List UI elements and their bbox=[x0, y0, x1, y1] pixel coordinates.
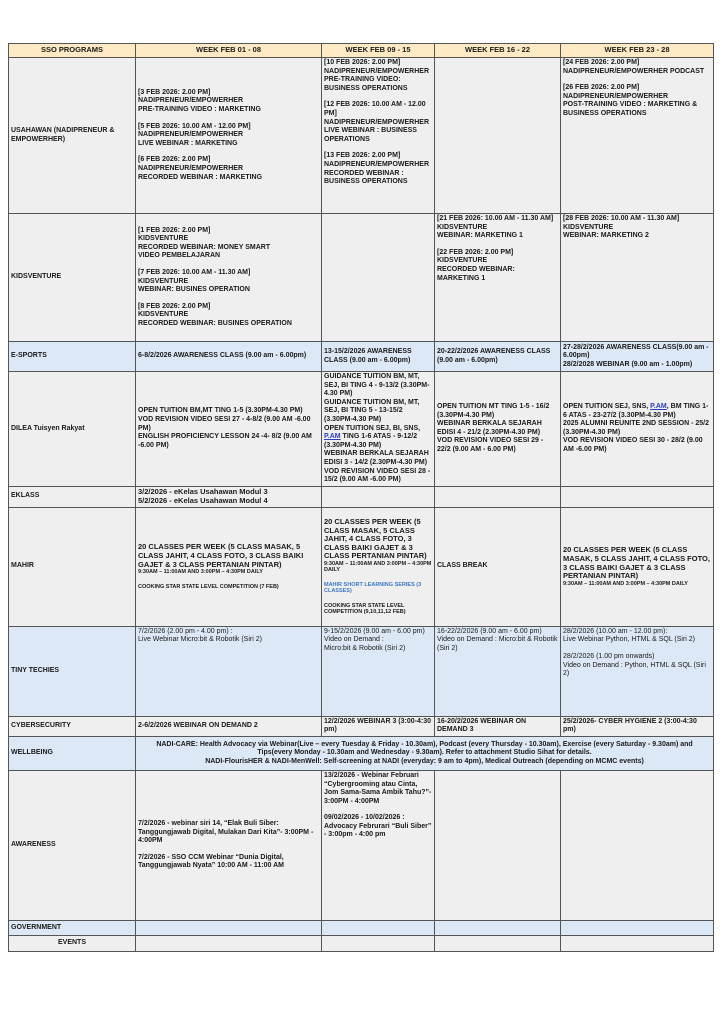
row-cybersecurity bbox=[9, 716, 714, 736]
program-eklass: EKLASS bbox=[9, 486, 136, 507]
eklass-week-2 bbox=[322, 486, 435, 507]
event-entry: [22 FEB 2026: 2.00 PM] KIDSVENTURE RECORDED WEBINAR: MARKETING 1 bbox=[437, 248, 515, 282]
mahir-classes: 20 CLASSES PER WEEK (5 CLASS MASAK, 5 CLASS JAHIT, 4 CLASS FOTO, 3 CLASS BAIKI GAJET & 3 CLASS PERTANIAN PINTAR) bbox=[563, 545, 710, 581]
mahir-week-3: CLASS BREAK bbox=[435, 507, 561, 626]
program-events: EVENTS bbox=[9, 935, 136, 951]
dilea-event: VOD REVISION VIDEO SESI 27 - 4-8/2 (9.00 AM -6.00 PM) bbox=[138, 415, 311, 432]
row-kidsventure bbox=[9, 214, 714, 342]
esports-event: 28/2/2028 WEBINAR (9.00 am - 1.00pm) bbox=[563, 360, 693, 368]
mahir-competition: COOKING STAR STATE LEVEL COMPETITION (7 FEB) bbox=[138, 583, 279, 590]
event-entry: [7 FEB 2026: 10.00 AM - 11.30 AM] KIDSVENTURE WEBINAR: BUSINES OPERATION bbox=[138, 268, 251, 294]
header-programs: SSO PROGRAMS bbox=[9, 44, 136, 58]
awareness-event: 7/2/2026 - webinar siri 14, “Elak Buli Siber: Tanggungjawab Digital, Mulakan Dari Kita”- 3:00PM - 4:00PM bbox=[138, 819, 314, 845]
dilea-event: ENGLISH PROFICIENCY LESSON 24 -4- 8/2 (9.00 AM -6.00 PM) bbox=[138, 433, 312, 449]
header-week-4: WEEK FEB 23 - 28 bbox=[561, 44, 714, 58]
dilea-event: WEBINAR BERKALA SEJARAH EDISI 3 - 14/2 (2.30PM-4.30 PM) bbox=[324, 450, 429, 466]
dilea-event: WEBINAR BERKALA SEJARAH EDISI 4 - 21/2 (2.30PM-4.30 PM) bbox=[437, 420, 542, 436]
tinytechies-event: 7/2/2026 (2.00 pm - 4.00 pm) : Live Webinar Micro:bit & Robotik (Siri 2) bbox=[138, 627, 262, 644]
mahir-week-4 bbox=[561, 507, 714, 626]
event-entry: [24 FEB 2026: 2.00 PM] NADIPRENEUR/EMPOWERHER PODCAST bbox=[563, 59, 705, 75]
row-wellbeing bbox=[9, 736, 714, 770]
row-tinytechies bbox=[9, 626, 714, 716]
row-government bbox=[9, 920, 714, 935]
tinytechies-event: 9-15/2/2026 (9.00 am - 6.00 pm) Video on Demand : Micro:bit & Robotik (Siri 2) bbox=[324, 627, 425, 652]
tinytechies-week-1 bbox=[136, 626, 322, 716]
tinytechies-event: 28/2/2026 (1.00 pm onwards) Video on Demand : Python, HTML & SQL (Siri 2) bbox=[563, 652, 706, 678]
eklass-week-3 bbox=[435, 486, 561, 507]
mahir-series: MAHIR SHORT LEARNING SERIES (3 CLASSES) bbox=[324, 581, 422, 595]
event-entry: [26 FEB 2026: 2.00 PM] NADIPRENEUR/EMPOWERHER POST-TRAINING VIDEO : MARKETING & BUSINESS OPERATIONS bbox=[563, 84, 698, 117]
wellbeing-nadi-care: NADI-CARE: Health Advocacy via Webinar(Live – every Tuesday & Friday - 10.30am), Podcast (every Thursday - 10.30am), Exercise (every Saturday - 9.30am) and Tips(every Monday - 10.30am and Wednesday - 9.30am). Refer to attachment Studio Sihat for details. bbox=[156, 740, 693, 757]
eklass-week-4 bbox=[561, 486, 714, 507]
dilea-week-3 bbox=[435, 372, 561, 487]
program-wellbeing: WELLBEING bbox=[9, 736, 136, 770]
wellbeing-flourisher-menwell: NADI-FlourisHER & NADI-MenWell: Self-screening at NADI (everyday: 9 am to 4pm), Medical Outreach (depending on MCMC events) bbox=[205, 757, 644, 765]
mahir-week-1 bbox=[136, 507, 322, 626]
row-eklass bbox=[9, 486, 714, 507]
usahawan-week-4 bbox=[561, 58, 714, 214]
program-mahir: MAHIR bbox=[9, 507, 136, 626]
program-usahawan: USAHAWAN (NADIPRENEUR & EMPOWERHER) bbox=[9, 58, 136, 214]
awareness-event: 7/2/2026 - SSO CCM Webinar “Dunia Digital, Tanggungjawab Nyata” 10:00 AM - 11:00 AM bbox=[138, 853, 284, 870]
esports-week-2: 13-15/2/2026 AWARENESS CLASS (9.00 am - 6.00pm) bbox=[322, 342, 435, 372]
event-entry: [12 FEB 2026: 10.00 AM - 12.00 PM] NADIPRENEUR/EMPOWERHER LIVE WEBINAR : BUSINESS OPERATIONS bbox=[324, 101, 430, 143]
header-week-1: WEEK FEB 01 - 08 bbox=[136, 44, 322, 58]
kidsventure-week-4 bbox=[561, 214, 714, 342]
usahawan-week-1 bbox=[136, 58, 322, 214]
row-dilea bbox=[9, 372, 714, 487]
mahir-classes: 20 CLASSES PER WEEK (5 CLASS MASAK, 5 CLASS JAHIT, 4 CLASS FOTO, 3 CLASS BAIKI GAJET & 3 CLASS PERTANIAN PINTAR) bbox=[138, 542, 304, 569]
event-entry: [10 FEB 2026: 2.00 PM] NADIPRENEUR/EMPOWERHER PRE-TRAINING VIDEO: BUSINESS OPERATIONS bbox=[324, 59, 430, 92]
pam-link[interactable]: P.AM bbox=[324, 433, 341, 441]
program-awareness: AWARENESS bbox=[9, 770, 136, 920]
dilea-event: GUIDANCE TUITION BM, MT, SEJ, BI TING 5 - 13-15/2 (3.30PM-4.30 PM) bbox=[324, 398, 420, 423]
event-entry: [8 FEB 2026: 2.00 PM] KIDSVENTURE RECORDED WEBINAR: BUSINES OPERATION bbox=[138, 302, 292, 327]
pam-link[interactable]: P.AM bbox=[650, 403, 667, 411]
dilea-event: OPEN TUITION MT TING 1-5 - 16/2 (3.30PM-4.30 PM) bbox=[437, 403, 550, 419]
eklass-week-1 bbox=[136, 486, 322, 507]
government-week-2 bbox=[322, 920, 435, 935]
row-awareness bbox=[9, 770, 714, 920]
esports-event: 27-28/2/2026 AWARENESS CLASS(9.00 am - 6.00pm) bbox=[563, 343, 709, 360]
event-entry: [3 FEB 2026: 2.00 PM] NADIPRENEUR/EMPOWERHER PRE-TRAINING VIDEO : MARKETING bbox=[138, 88, 261, 114]
dilea-text: , BM TING 1-6 ATAS - 23-27/2 (3.30PM-4.30 PM) bbox=[563, 403, 709, 419]
dilea-event: GUIDANCE TUITION BM, MT, SEJ, BI TING 4 - 9-13/2 (3.30PM-4.30 PM) bbox=[324, 373, 430, 398]
event-entry: [5 FEB 2026: 10.00 AM - 12.00 PM] NADIPRENEUR/EMPOWERHER LIVE WEBINAR : MARKETING bbox=[138, 122, 251, 147]
tinytechies-week-3 bbox=[435, 626, 561, 716]
eklass-event: 5/2/2026 - eKelas Usahawan Modul 4 bbox=[138, 495, 268, 505]
mahir-week-2 bbox=[322, 507, 435, 626]
event-entry: [1 FEB 2026: 2.00 PM] KIDSVENTURE RECORDED WEBINAR: MONEY SMART VIDEO PEMBELAJARAN bbox=[138, 226, 271, 260]
dilea-week-1 bbox=[136, 372, 322, 487]
header-week-2: WEEK FEB 09 - 15 bbox=[322, 44, 435, 58]
mahir-time: 9:30AM – 11:00AM AND 3:00PM – 4:30PM DAILY bbox=[138, 569, 263, 576]
government-week-4 bbox=[561, 920, 714, 935]
government-week-3 bbox=[435, 920, 561, 935]
events-week-1 bbox=[136, 935, 322, 951]
awareness-week-4 bbox=[561, 770, 714, 920]
awareness-week-3 bbox=[435, 770, 561, 920]
header-row bbox=[9, 44, 714, 58]
event-entry: [13 FEB 2026: 2.00 PM] NADIPRENEUR/EMPOWERHER RECORDED WEBINAR : BUSINESS OPERATIONS bbox=[324, 152, 430, 186]
dilea-text: OPEN TUITION SEJ, SNS, bbox=[563, 403, 651, 411]
dilea-event bbox=[563, 403, 711, 420]
cybersecurity-week-4: 25/2/2026- CYBER HYGIENE 2 (3:00-4:30 pm) bbox=[561, 716, 714, 736]
event-entry: [6 FEB 2026: 2.00 PM] NADIPRENEUR/EMPOWERHER RECORDED WEBINAR : MARKETING bbox=[138, 156, 263, 181]
dilea-text: TING 1-6 ATAS - 9-12/2 (3.30PM-4.30 PM) bbox=[324, 433, 418, 449]
tinytechies-week-4 bbox=[561, 626, 714, 716]
dilea-event bbox=[324, 425, 432, 451]
government-week-1 bbox=[136, 920, 322, 935]
dilea-event: VOD REVISION VIDEO SESI 28 - 15/2 (9.00 AM -6.00 PM) bbox=[324, 467, 431, 484]
mahir-classes: 20 CLASSES PER WEEK (5 CLASS MASAK, 5 CLASS JAHIT, 4 CLASS FOTO, 3 CLASS BAIKI GAJET & 3 CLASS PERTANIAN PINTAR) bbox=[324, 517, 427, 561]
program-cybersecurity: CYBERSECURITY bbox=[9, 716, 136, 736]
mahir-time: 9:30AM – 11:00AM AND 3:00PM – 4:30PM DAILY bbox=[563, 580, 688, 587]
kidsventure-week-3 bbox=[435, 214, 561, 342]
mahir-time: 9:30AM – 11:00AM AND 3:00PM – 4:30PM DAILY bbox=[324, 560, 432, 574]
dilea-week-4 bbox=[561, 372, 714, 487]
usahawan-week-3 bbox=[435, 58, 561, 214]
sso-schedule-table bbox=[8, 43, 714, 952]
tinytechies-event: 16-22/2/2026 (9.00 am - 6.00 pm) Video on Demand : Micro:bit & Robotik (Siri 2) bbox=[437, 627, 558, 652]
cybersecurity-week-2: 12/2/2026 WEBINAR 3 (3:00-4:30 pm) bbox=[322, 716, 435, 736]
dilea-event: VOD REVISION VIDEO SESI 29 - 22/2 (9.00 AM - 6.00 PM) bbox=[437, 437, 544, 454]
dilea-week-2 bbox=[322, 372, 435, 487]
program-kidsventure: KIDSVENTURE bbox=[9, 214, 136, 342]
program-esports: E-SPORTS bbox=[9, 342, 136, 372]
dilea-event: OPEN TUITION BM,MT TING 1-5 (3.30PM-4.30 PM) bbox=[138, 407, 303, 415]
row-esports bbox=[9, 342, 714, 372]
events-week-3 bbox=[435, 935, 561, 951]
row-mahir bbox=[9, 507, 714, 626]
wellbeing-details bbox=[136, 736, 714, 770]
kidsventure-week-2 bbox=[322, 214, 435, 342]
event-entry: [28 FEB 2026: 10.00 AM - 11.30 AM] KIDSVENTURE WEBINAR: MARKETING 2 bbox=[563, 215, 680, 240]
awareness-week-1 bbox=[136, 770, 322, 920]
awareness-event: 09/02/2026 - 10/02/2026 : Advocacy Februrari “Buli Siber” - 3:00pm - 4:00 pm bbox=[324, 814, 432, 839]
events-week-2 bbox=[322, 935, 435, 951]
esports-week-1: 6-8/2/2026 AWARENESS CLASS (9.00 am - 6.00pm) bbox=[136, 342, 322, 372]
header-week-3: WEEK FEB 16 - 22 bbox=[435, 44, 561, 58]
eklass-event: 3/2/2026 - eKelas Usahawan Modul 3 bbox=[138, 487, 268, 497]
events-week-4 bbox=[561, 935, 714, 951]
row-usahawan bbox=[9, 58, 714, 214]
dilea-event: VOD REVISION VIDEO SESI 30 - 28/2 (9.00 AM -6.00 PM) bbox=[563, 437, 703, 454]
usahawan-week-2 bbox=[322, 58, 435, 214]
cybersecurity-week-3: 16-20/2/2026 WEBINAR ON DEMAND 3 bbox=[435, 716, 561, 736]
esports-week-4 bbox=[561, 342, 714, 372]
kidsventure-week-1 bbox=[136, 214, 322, 342]
program-government: GOVERNMENT bbox=[9, 920, 136, 935]
awareness-week-2 bbox=[322, 770, 435, 920]
esports-week-3: 20-22/2/2026 AWARENESS CLASS (9.00 am - 6.00pm) bbox=[435, 342, 561, 372]
cybersecurity-week-1: 2-6/2/2026 WEBINAR ON DEMAND 2 bbox=[136, 716, 322, 736]
event-entry: [21 FEB 2026: 10.00 AM - 11.30 AM] KIDSVENTURE WEBINAR: MARKETING 1 bbox=[437, 215, 554, 240]
program-dilea: DILEA Tuisyen Rakyat bbox=[9, 372, 136, 487]
row-events bbox=[9, 935, 714, 951]
mahir-competition: COOKING STAR STATE LEVEL COMPETITION (9,10,11,12 FEB) bbox=[324, 602, 406, 616]
tinytechies-week-2 bbox=[322, 626, 435, 716]
program-tinytechies: TINY TECHIES bbox=[9, 626, 136, 716]
tinytechies-event: 28/2/2026 (10.00 am - 12.00 pm): Live Webinar Python, HTML & SQL (Siri 2) bbox=[563, 627, 696, 644]
awareness-event: 13/2/2026 - Webinar Februari “Cybergrooming atau Cinta, Jom Sama-Sama Ambik Tahu?”- 3:00PM - 4:00PM bbox=[324, 771, 432, 805]
dilea-text: OPEN TUITION SEJ, BI, SNS, bbox=[324, 424, 421, 432]
dilea-event: 2025 ALUMNI REUNITE 2ND SESSION - 25/2 (3.30PM-4.30 PM) bbox=[563, 420, 710, 436]
